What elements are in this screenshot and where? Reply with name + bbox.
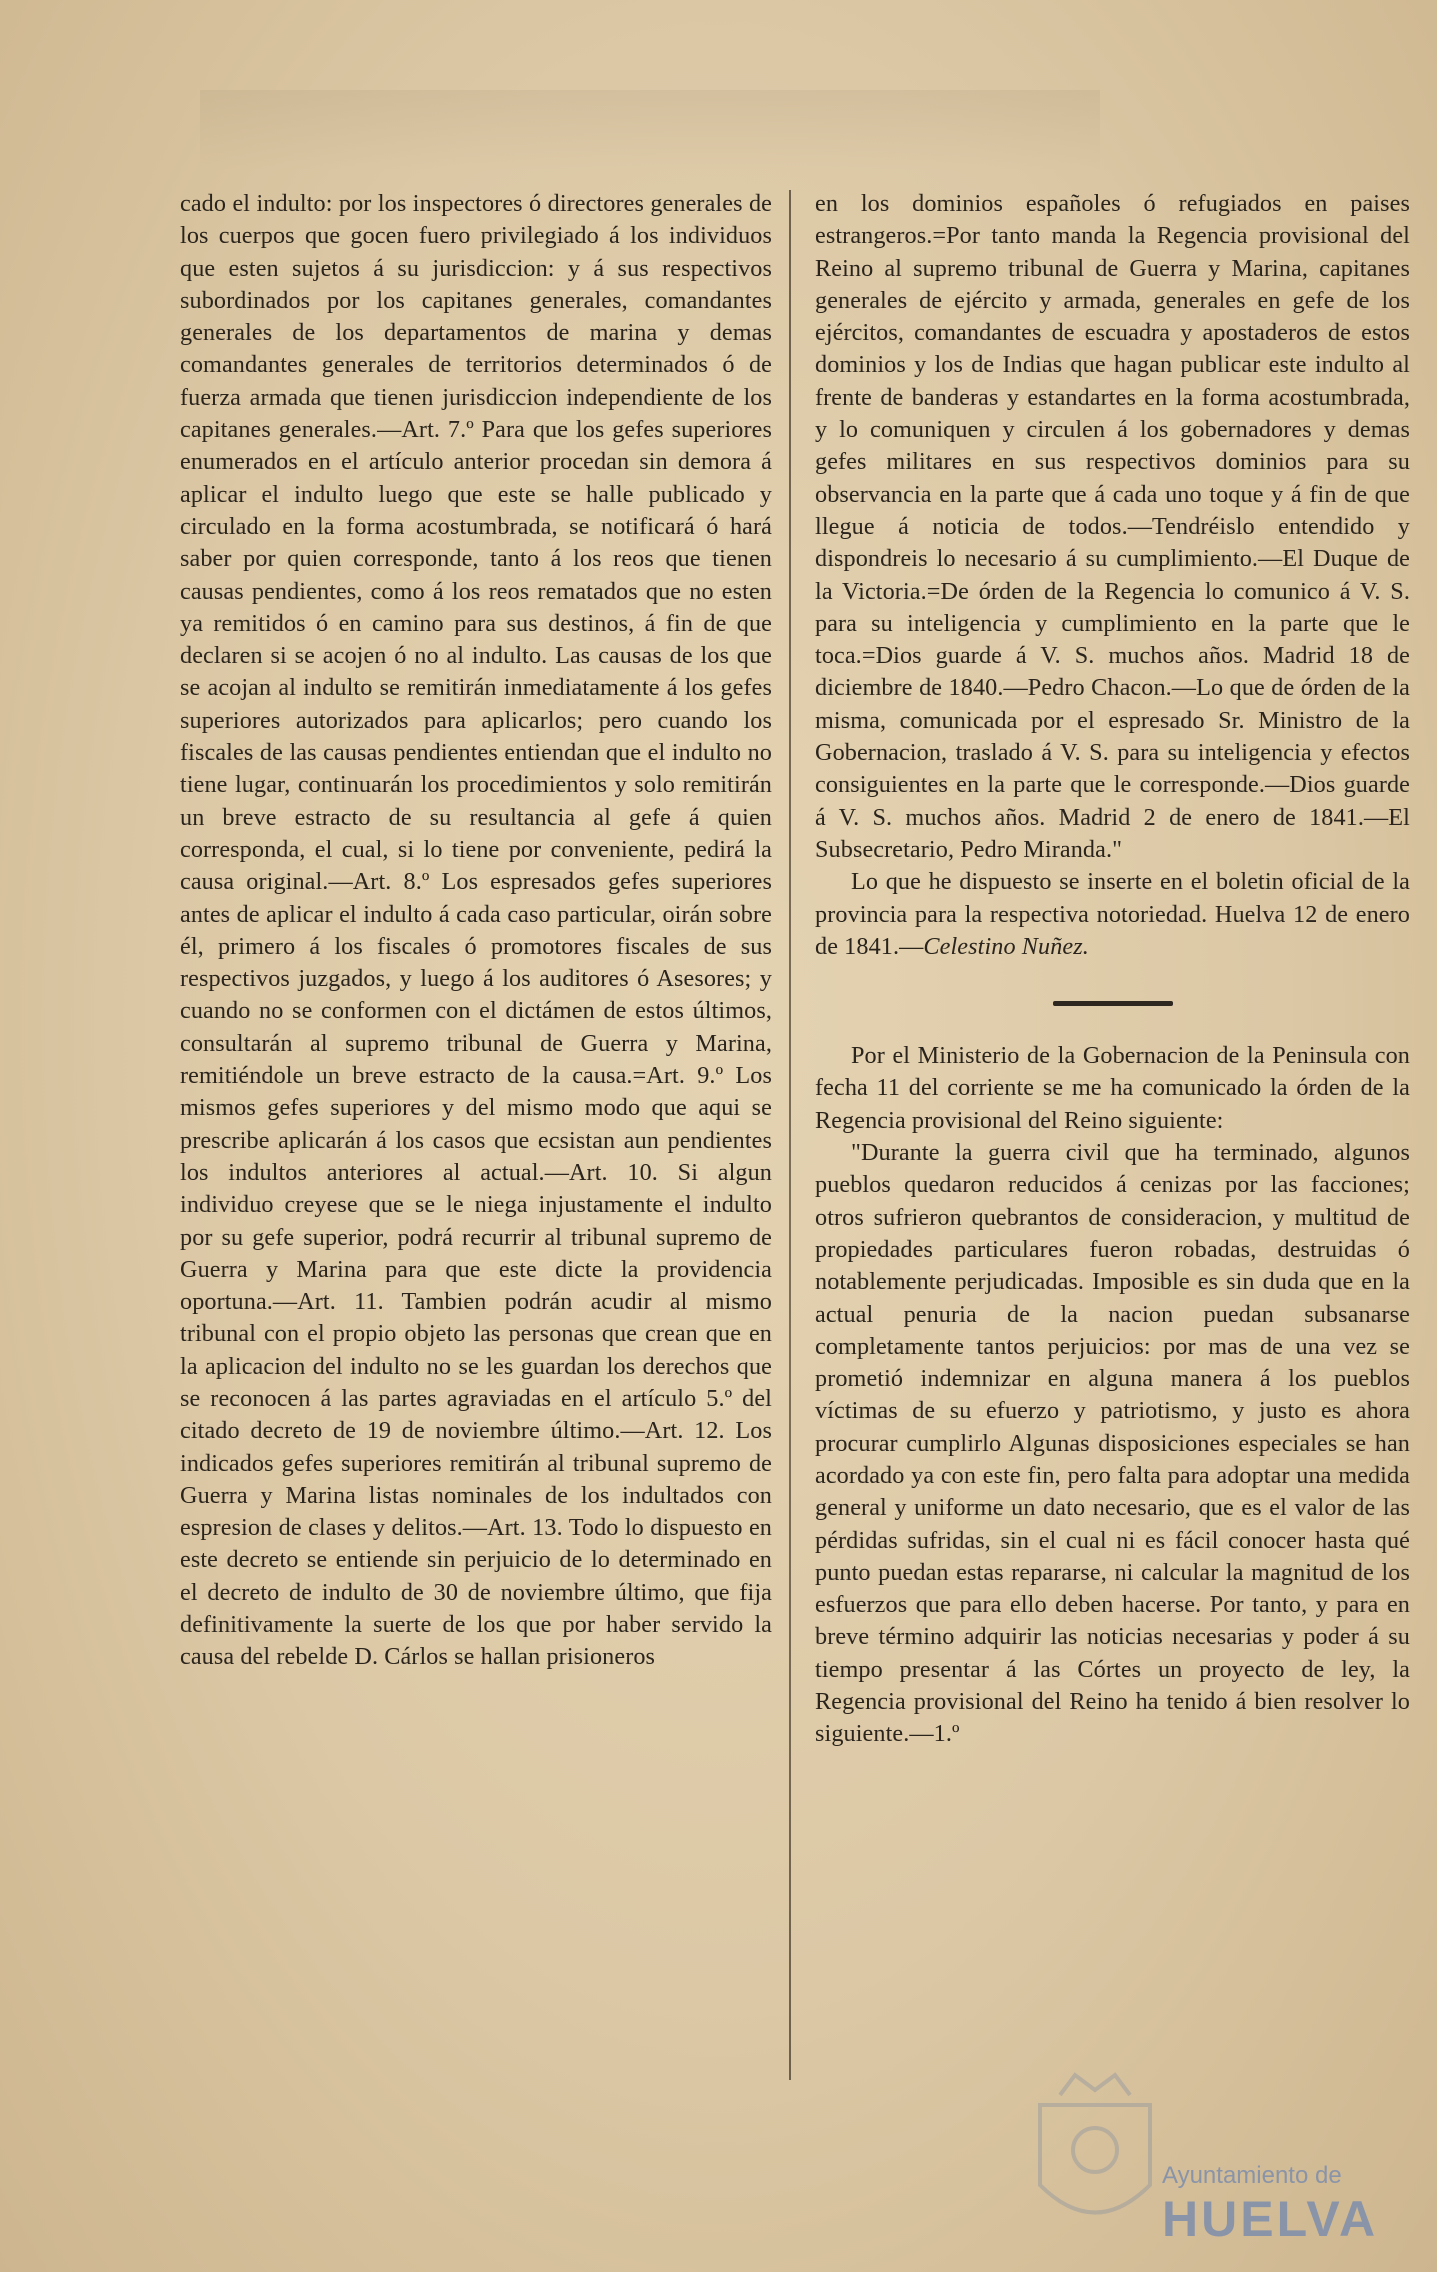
decree-continuation: en los dominios españoles ó refugiados en paises estrangeros.=Por tanto manda la Regencia provisional del Reino al supremo tribunal de Guerra y Marina, capitanes generales de ejército y armada, generales en gefe de los ejércitos, comandantes de escuadra y apostaderos de estos dominios y los de Indias que hagan publicar este indulto al frente de banderas y estandartes en la forma acostumbrada, y lo comuniquen y circulen á los gobernadores y demas gefes militares en sus respectivos dominios para su observancia en la parte que á cada uno toque y á fin de que llegue á noticia de todos.—Tendréislo entendido y dispondreis lo necesario á su cumplimiento.—El Duque de la Victoria.=De órden de la Regencia lo comunico á V. S. para su inteligencia y cumplimiento en la parte que le toca.=Dios guarde á V. S. muchos años. Madrid 18 de diciembre de 1840.—Pedro Chacon.—Lo que de órden de la misma, comunicada por el espresado Sr. Ministro de la Gobernacion, traslado á V. S. para su inteligencia y efectos consiguientes en la parte que le corresponde.—Dios guarde á V. S. muchos años. Madrid 2 de enero de 1841.—El Subsecretario, Pedro Miranda." [815,190,1410,863]
regency-order: "Durante la guerra civil que ha terminado, algunos pueblos quedaron reducidos á cenizas por las facciones; otros sufrieron quebrantos de consideracion, y multitud de propiedades particulares fueron robadas, destruidas ó notablemente perjudicadas. Imposible es sin duda que en la actual penuria de la nacion puedan subsanarse completamente tantos perjuicios: por mas de una vez se prometió indemnizar en alguna manera á los pueblos víctimas de su efuerzo y patriotismo, y justo es ahora procurar cumplirlo Algunas disposiciones especiales se han acordado ya con este fin, pero falta para adoptar una medida general y uniforme un dato necesario, que es el valor de las pérdidas sufridas, sin el cual ni es fácil conocer hasta qué punto puedan estas repararse, ni calcular la magnitud de los esfuerzos que para ello deben hacerse. Por tanto, y para en breve término adquirir las noticias necesarias y poder á su tiempo presentar á las Córtes un proyecto de ley, la Regencia provisional del Reino ha tenido á bien resolver lo siguiente.—1.º [815,1139,1410,1748]
watermark-line-1: Ayuntamiento de [1162,2162,1342,2189]
governor-note-text: Lo que he dispuesto se inserte en el boletin oficial de la provincia para la respectiva notoriedad. Huelva 12 de enero de 1841.— [815,868,1410,960]
bleed-through-area [200,90,1100,170]
watermark-line-2: HUELVA [1162,2191,1379,2247]
left-column-text: cado el indulto: por los inspectores ó directores generales de los cuerpos que gocen fuero privilegiado á los individuos que esten sujetos á su jurisdiccion: y á sus respectivos subordinados por los capitanes generales, comandantes generales de los departamentos de marina y demas comandantes generales de territorios determinados ó de fuerza armada que tienen jurisdiccion independiente de los capitanes generales.—Art. 7.º Para que los gefes superiores enumerados en el artículo anterior procedan sin demora á aplicar el indulto luego que este se halle publicado y circulado en la forma acostumbrada, se notificará ó hará saber por quien corresponde, tanto á los reos que tienen causas pendientes, como á los reos rematados que no esten ya remitidos ó en camino para sus destinos, á fin de que declaren si se acojen ó no al indulto. Las causas de los que se acojan al indulto se remitirán inmediatamente á los gefes superiores autorizados para aplicarlos; pero cuando los fiscales de las causas pendientes entiendan que el indulto no tiene lugar, continuarán los procedimientos y solo remitirán un breve estracto de su resultancia al gefe á quien corresponda, el cual, si lo tiene por conveniente, pedirá la causa original.—Art. 8.º Los espresados gefes superiores antes de aplicar el indulto á cada caso particular, oirán sobre él, primero á los fiscales ó promotores fiscales de sus respectivos juzgados, y luego á los auditores ó Asesores; y cuando no se conformen con el dictámen de estos últimos, consultarán al supremo tribunal de Guerra y Marina, remitiéndole un breve estracto de la causa.=Art. 9.º Los mismos gefes superiores y del mismo modo que aqui se prescribe aplicarán á los casos que ecsistan aun pendientes los indultos anteriores al actual.—Art. 10. Si algun individuo creyese que se le niega injustamente el indulto por su gefe superior, podrá recurrir al tribunal supremo de Guerra y Marina para que este dicte la providencia oportuna.—Art. 11. Tambien podrán acudir al mismo tribunal con el propio objeto las personas que crean que en la aplicacion del indulto no se les guardan los derechos que se reconocen á las partes agraviadas en el artículo 5.º del citado decreto de 19 de noviembre último.—Art. 12. Los indicados gefes superiores remitirán al tribunal supremo de Guerra y Marina listas nominales de los indultados con espresion de clases y delitos.—Art. 13. Todo lo dispuesto en este decreto se entiende sin perjuicio de lo determinado en el decreto de indulto de 30 de noviembre último, que fija definitivamente la suerte de los que por haber servido la causa del rebelde D. Cárlos se hallan prisioneros [180,190,772,1671]
right-column [815,188,1410,1751]
section-separator [1053,1001,1173,1006]
governor-note [815,866,1410,963]
left-column [180,188,772,1674]
ministry-intro: Por el Ministerio de la Gobernacion de la Peninsula con fecha 11 del corriente se me ha comunicado la órden de la Regencia provisional del Reino siguiente: [815,1042,1410,1134]
column-divider [789,190,791,2080]
governor-signature: Celestino Nuñez. [923,932,1089,960]
